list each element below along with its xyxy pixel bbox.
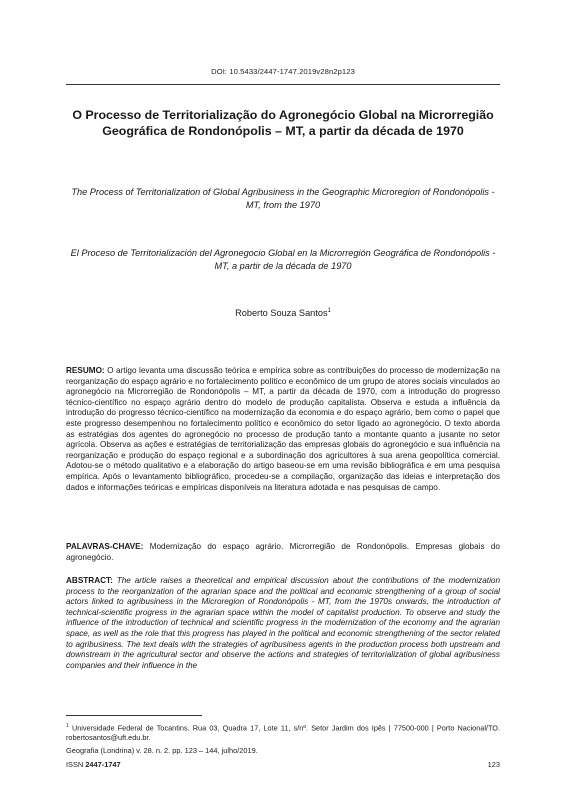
- paper-title: O Processo de Territorialização do Agronegócio Global na Microrregião Geográfica de Rondonópolis – MT, a partir da década de 1970: [72, 108, 494, 138]
- keywords-section: [66, 542, 500, 563]
- footnote-rule: [66, 715, 202, 716]
- issn-value: 2447-1747: [85, 760, 121, 769]
- subtitle-english: The Process of Territorialization of Global Agribusiness in the Geographic Microregion of Rondonópolis - MT, from the 1970: [71, 187, 495, 210]
- resumo-text: O artigo levanta uma discussão teórica e empírica sobre as contribuições do processo de modernização na reorganização do espaço agrário e no fortalecimento político e econômico de um grupo de atores sociais vinculados ao agronegócio na Microrregião de Rondonópolis – MT, a partir da década de 1970, com a introdução do progresso técnico-científico no espaço agrário dentro do modelo de produção capitalista. Observa e estuda a influência da introdução do progresso técnico-científico na modernização da economia e do espaço agrário, bem como o papel que este progresso desempenhou no fortalecimento político e econômico do setor ligado ao agronegócio. O texto aborda as estratégias dos agentes do agronegócio no processo de produção tanto a montante quanto a jusante no setor agrícola. Observa as ações e estratégias de territorialização das empresas globais do agronegócio e sua influência na reorganização e produção do espaço regional e a subordinação dos agricultores à sua arena geopolítica comercial. Adotou-se o método qualitativo e a elaboração do artigo baseou-se em uma revisão bibliográfica e em uma pesquisa empírica. Após o levantamento bibliográfico, procedeu-se a compilação, organização das ideias e interpretação dos dados e informações teóricas e empíricas disponíveis na literatura adotada e nas pesquisas de campo.: [66, 366, 500, 492]
- keywords-text: Modernização do espaço agrário. Microrregião de Rondonópolis. Empresas globais do agronegócio.: [66, 542, 500, 562]
- resumo-section: [66, 366, 500, 493]
- footnote-mark: 1: [66, 723, 69, 729]
- issn-line: [66, 760, 121, 769]
- resumo-label: RESUMO:: [66, 366, 105, 375]
- author-name: Roberto Souza Santos: [235, 308, 328, 319]
- footnote: [66, 722, 500, 743]
- abstract-label: ABSTRACT:: [66, 576, 113, 585]
- header-rule: [66, 84, 500, 85]
- footnote-text[interactable]: Universidade Federal de Tocantins. Rua 03, Quadra 17, Lote 11, s/nº. Setor Jardim dos Ipês | 77500-000 | Porto Nacional/TO. robertosantos@uft.edu.br.: [66, 723, 500, 743]
- author-line: [0, 308, 566, 318]
- doi-header[interactable]: DOI: 10.5433/2447-1747.2019v28n2p123: [211, 67, 355, 76]
- abstract-text: The article raises a theoretical and empirical discussion about the contributions of the modernization process to the reorganization of the agrarian space and the political and economic strengthening of a group of social actors linked to agribusiness in the Microregion of Rondonópolis - MT, from the 1970s onwards, the introduction of technical-scientific progress in the agrarian space within the model of capitalist production. To observe and study the influence of the introduction of technical and scientific progress in the modernization of the economy and the agrarian space, as well as the role that this progress has played in the political and economic strengthening of the sector related to agribusiness. The text deals with the strategies of agribusiness agents in the production process both upstream and downstream in the agricultural sector and observe the actions and strategies of territorialization of global agribusiness companies and their influence in the: [66, 576, 500, 670]
- abstract-section: [66, 576, 500, 671]
- keywords-label: PALAVRAS-CHAVE:: [66, 542, 144, 551]
- author-footnote-mark[interactable]: 1: [327, 308, 331, 314]
- journal-citation: Geografia (Londrina) v. 28. n. 2. pp. 123 – 144, julho/2019.: [66, 746, 258, 755]
- subtitle-spanish: El Proceso de Territorialización del Agronegocio Global en la Microrregión Geográfica de Rondonópolis - MT, a partir de la década de 1970: [70, 248, 496, 271]
- page-number: 123: [487, 760, 500, 769]
- issn-label: ISSN: [66, 760, 84, 769]
